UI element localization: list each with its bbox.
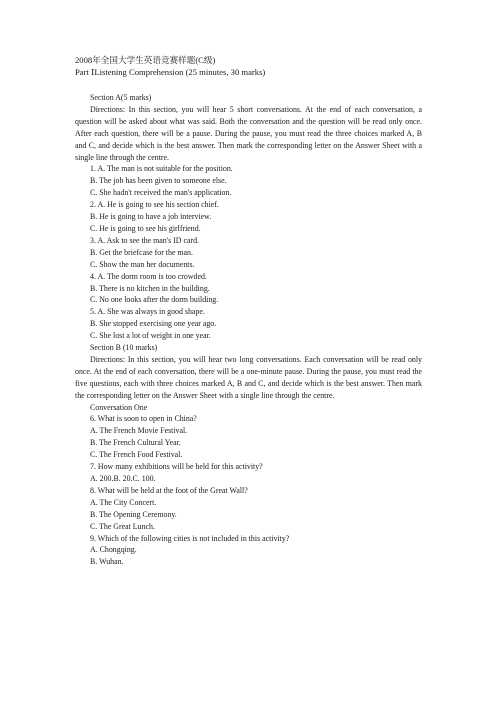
list-item: B. The job has been given to someone else. (90, 176, 227, 186)
list-item: 7. How many exhibitions will be held for this activity? (90, 462, 263, 472)
section-b-heading: Section B (10 marks) (90, 343, 158, 353)
list-item: A. 200.B. 20.C. 100. (90, 474, 156, 483)
list-item: B. There is no kitchen in the building. (90, 283, 210, 293)
list-item: B. He is going to have a job interview. (90, 212, 212, 222)
list-item: A. The City Concert. (90, 497, 157, 507)
list-item: C. The Great Lunch. (90, 521, 155, 531)
section-a-items (75, 163, 422, 342)
section-b-directions: Directions: In this section, you will hear two long conversations. Each conversation will be read only once. At the end of each conversation, there will be a one-minute pause. During the pause, you must read the five questions, each with three choices marked A, B and C, and decide which is the best answer. Then mark the corresponding letter on the Answer Sheet with a single line through the centre. (75, 354, 422, 400)
section-a-heading: Section A(5 marks) (90, 93, 152, 102)
section-b-items (75, 402, 422, 569)
list-item: 8. What will be held at the foot of the Great Wall? (90, 485, 248, 495)
list-item: B. She stopped exercising one year ago. (90, 319, 217, 329)
list-item: B. Get the briefcase for the man. (90, 247, 193, 257)
section-a-directions: Directions: In this section, you will hear 5 short conversations. At the end of each conversation, a question will be asked about what was said. Both the conversation and the question will be read only once. After each question, there will be a pause. During the pause, you must read the three choices marked A, B and C, and decide which is the best answer. Then mark the corresponding letter on the Answer Sheet with a single line through the centre. (75, 104, 422, 162)
document-title: 2008年全国大学生英语竞赛样题(C级) (75, 55, 216, 65)
list-item: C. Show the man her documents. (90, 259, 195, 269)
list-item: A. Chongqing. (90, 545, 137, 555)
list-item: Conversation One (90, 402, 148, 412)
list-item: A. The French Movie Festival. (90, 426, 188, 436)
list-item: B. Wuhan. (90, 557, 124, 567)
list-item: C. She hadn't received the man's application. (90, 188, 232, 198)
spacer (75, 78, 422, 92)
list-item: C. He is going to see his girlfriend. (90, 223, 201, 233)
list-item: C. No one looks after the dorm building. (90, 295, 219, 305)
part-heading: Part ⅠListening Comprehension (25 minutes, 30 marks) (75, 67, 266, 77)
list-item: 6. What is soon to open in China? (90, 414, 197, 424)
list-item: 2. A. He is going to see his section chief. (90, 200, 219, 210)
list-item: 3. A. Ask to see the man's ID card. (90, 235, 200, 245)
list-item: 1. A. The man is not suitable for the position. (90, 164, 233, 174)
list-item: B. The French Cultural Year. (90, 438, 181, 448)
list-item: C. The French Food Festival. (90, 450, 183, 460)
list-item: 9. Which of the following cities is not included in this activity? (90, 533, 290, 543)
document-body (75, 55, 422, 568)
list-item: C. She lost a lot of weight in one year. (90, 331, 211, 341)
list-item: 5. A. She was always in good shape. (90, 307, 205, 317)
list-item: B. The Opening Ceremony. (90, 509, 177, 519)
list-item: 4. A. The dorm room is too crowded. (90, 271, 207, 281)
